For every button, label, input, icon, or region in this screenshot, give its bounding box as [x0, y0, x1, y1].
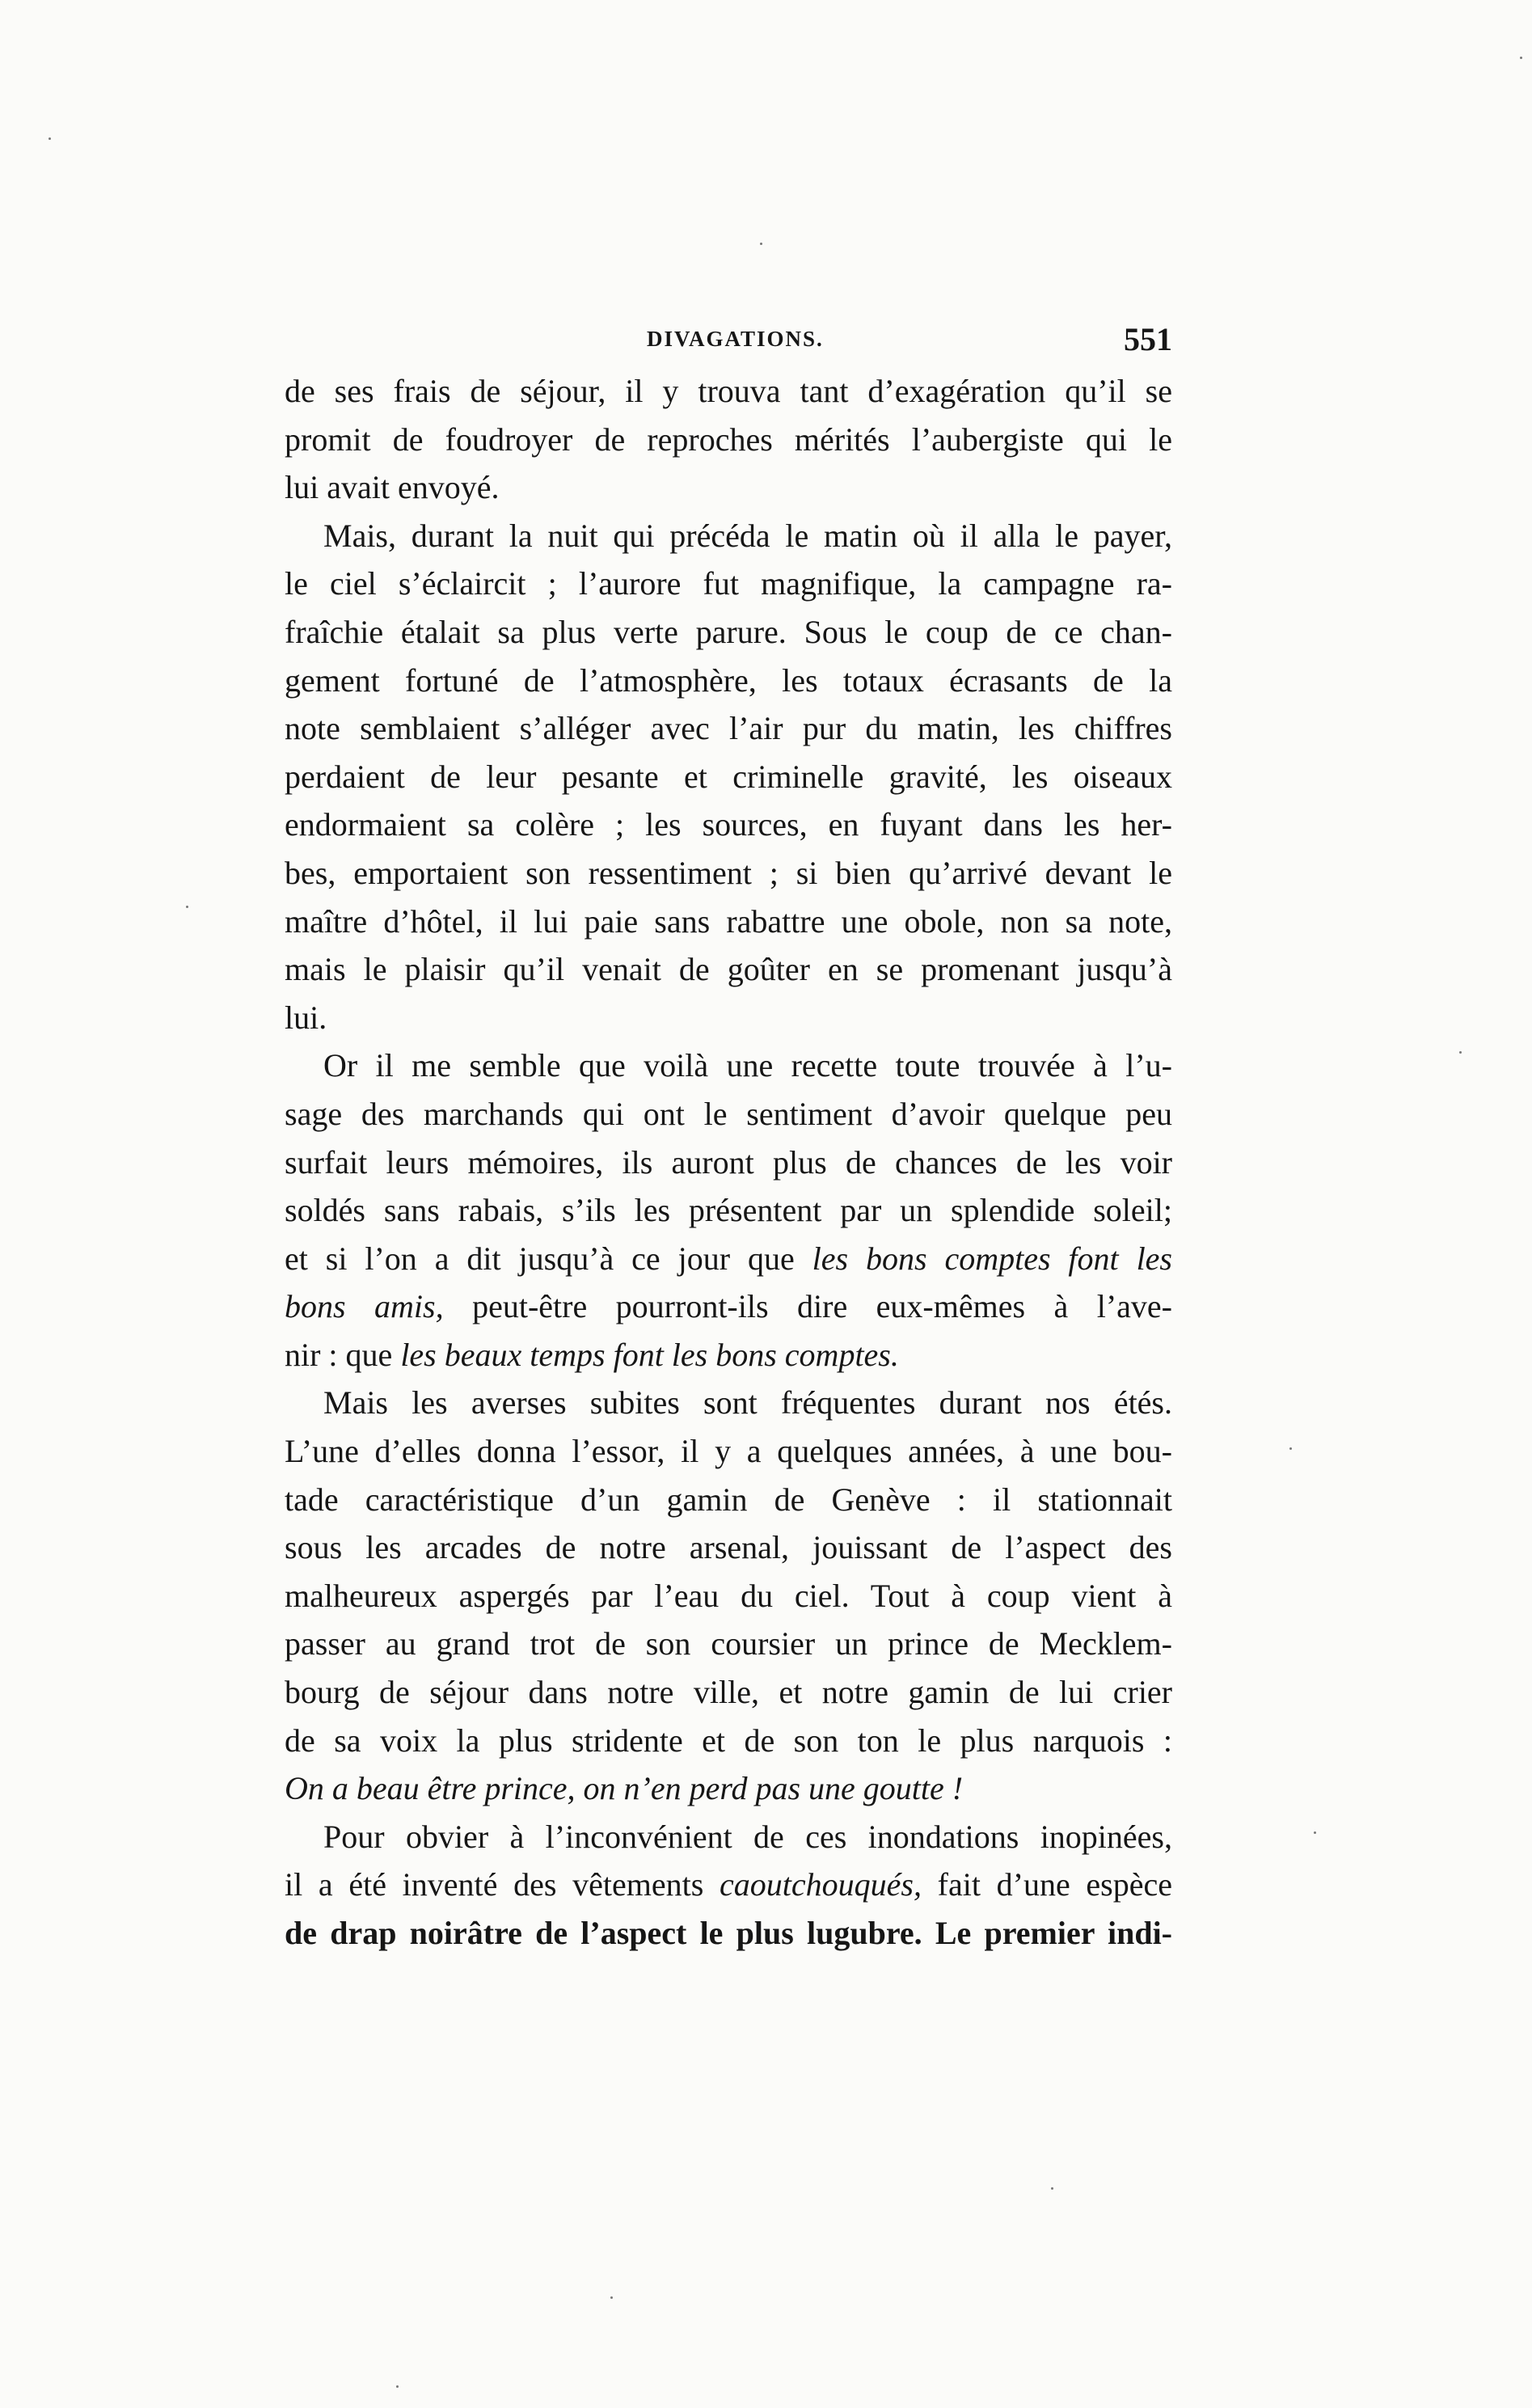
italic-phrase: On a beau être prince, on n’en perd pas une goutte !	[285, 1770, 964, 1807]
scan-speck	[1459, 1051, 1462, 1054]
text-line: le ciel s’éclaircit ; l’aurore fut magnifique, la campagne ra-	[285, 565, 1172, 602]
italic-phrase: caoutchouqués,	[720, 1866, 922, 1903]
text-line: passer au grand trot de son coursier un prince de Mecklem-	[285, 1625, 1172, 1662]
text-line: Mais, durant la nuit qui précéda le matin où il alla le payer,	[323, 517, 1172, 554]
text-line	[285, 1235, 1172, 1283]
scan-speck	[610, 2296, 613, 2299]
scan-speck	[1520, 57, 1522, 59]
text-line: soldés sans rabais, s’ils les présentent par un splendide soleil;	[285, 1192, 1172, 1229]
text-line: tade caractéristique d’un gamin de Genève : il stationnait	[285, 1481, 1172, 1518]
text-line: bourg de séjour dans notre ville, et notre gamin de lui crier	[285, 1674, 1172, 1711]
italic-phrase: bons amis,	[285, 1288, 444, 1325]
text-line: sage des marchands qui ont le sentiment d’avoir quelque peu	[285, 1095, 1172, 1132]
text-line: malheureux aspergés par l’eau du ciel. Tout à coup vient à	[285, 1577, 1172, 1614]
text-line: fraîchie étalait sa plus verte parure. Sous le coup de ce chan-	[285, 613, 1172, 650]
scan-speck	[760, 243, 762, 245]
text-line: de sa voix la plus stridente et de son ton le plus narquois :	[285, 1722, 1172, 1759]
scan-speck	[49, 137, 51, 140]
text-line: Pour obvier à l’inconvénient de ces inondations inopinées,	[323, 1818, 1172, 1855]
text-line: Or il me semble que voilà une recette toute trouvée à l’u-	[323, 1047, 1172, 1084]
text-span: peut-être pourront-ils dire eux-mêmes à l’ave-	[472, 1288, 1172, 1325]
text-span: et si l’on a dit jusqu’à ce jour que	[285, 1240, 795, 1277]
italic-phrase: les beaux temps font les bons comptes.	[400, 1336, 899, 1373]
text-line: endormaient sa colère ; les sources, en fuyant dans les her-	[285, 806, 1172, 843]
text-line: note semblaient s’alléger avec l’air pur du matin, les chiffres	[285, 710, 1172, 747]
text-line	[285, 1331, 1172, 1379]
text-line: L’une d’elles donna l’essor, il y a quelques années, à une bou-	[285, 1433, 1172, 1470]
text-line	[285, 1861, 1172, 1909]
text-line	[285, 1282, 1172, 1331]
text-line: sous les arcades de notre arsenal, jouissant de l’aspect des	[285, 1529, 1172, 1566]
text-line: lui avait envoyé.	[285, 469, 500, 506]
text-span: fait d’une espèce	[937, 1866, 1172, 1903]
scan-speck	[186, 906, 188, 908]
text-line: de drap noirâtre de l’aspect le plus lugubre. Le premier indi-	[285, 1915, 1172, 1951]
running-title: DIVAGATIONS.	[647, 327, 824, 351]
text-line: gement fortuné de l’atmosphère, les totaux écrasants de la	[285, 661, 1172, 699]
running-head	[283, 320, 1172, 361]
text-line	[285, 1764, 1172, 1813]
text-span: nir : que	[285, 1336, 393, 1373]
text-line: mais le plaisir qu’il venait de goûter en se promenant jusqu’à	[285, 951, 1172, 988]
page-number: 551	[1124, 321, 1172, 357]
italic-phrase: les bons comptes font les	[812, 1240, 1172, 1277]
text-line: surfait leurs mémoires, ils auront plus de chances de les voir	[285, 1143, 1172, 1181]
text-line: promit de foudroyer de reproches mérités l’aubergiste qui le	[285, 420, 1172, 458]
scan-speck	[396, 2385, 399, 2388]
text-span: il a été inventé des vêtements	[285, 1866, 704, 1903]
text-line: bes, emportaient son ressentiment ; si bien qu’arrivé devant le	[285, 854, 1172, 891]
scan-speck	[1314, 1831, 1316, 1834]
body-text	[285, 367, 1172, 1958]
scan-speck	[1289, 1447, 1292, 1450]
scan-speck	[1051, 2187, 1053, 2190]
text-line: perdaient de leur pesante et criminelle gravité, les oiseaux	[285, 758, 1172, 795]
text-line: de ses frais de séjour, il y trouva tant d’exagération qu’il se	[285, 373, 1172, 409]
text-line: Mais les averses subites sont fréquentes durant nos étés.	[323, 1384, 1172, 1422]
text-line: lui.	[285, 999, 327, 1036]
text-line: maître d’hôtel, il lui paie sans rabattre une obole, non sa note,	[285, 902, 1172, 940]
